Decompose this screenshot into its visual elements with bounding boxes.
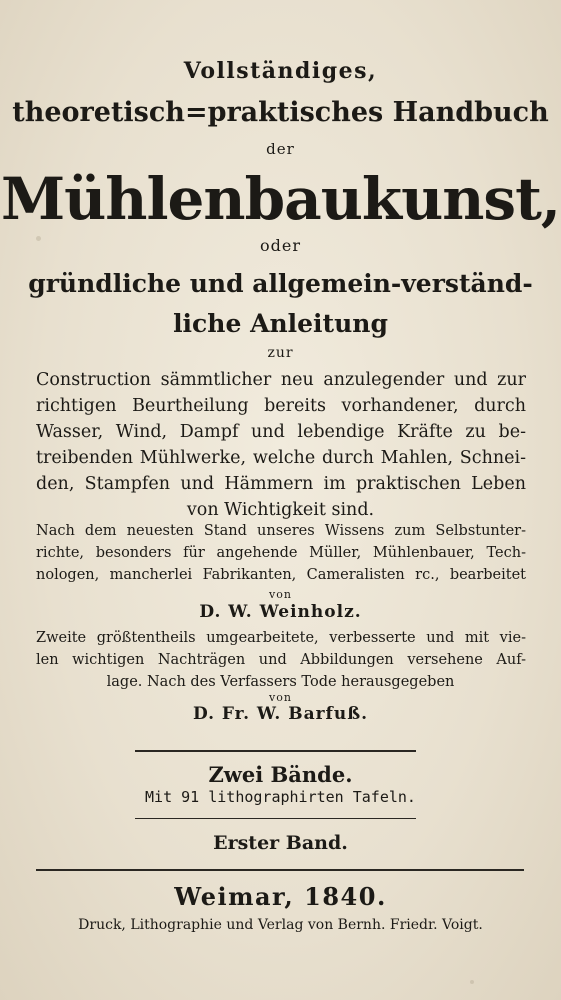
plates-line: Mit 91 lithographirten Tafeln. — [145, 788, 416, 806]
divider-rule — [135, 750, 416, 752]
title-line-3: der — [266, 140, 295, 158]
description-line: den, Stampfen und Hämmern im praktischen Leben — [36, 474, 526, 494]
main-title: Mühlenbaukunst, — [0, 165, 561, 233]
divider-rule — [135, 818, 416, 819]
publisher-line: Druck, Lithographie und Verlag von Bernh. Friedr. Voigt. — [78, 917, 483, 933]
edition-line: lage. Nach des Verfassers Tode herausgegeben — [106, 674, 455, 690]
editor-name: D. Fr. W. Barfuß. — [192, 704, 369, 724]
oder-line: oder — [260, 236, 301, 255]
description-line: treibenden Mühlwerke, welche durch Mahlen, Schnei- — [36, 448, 526, 468]
basis-line: Nach dem neuesten Stand unseres Wissens zum Selbstunter- — [36, 523, 526, 539]
description-line: Wasser, Wind, Dampf und lebendige Kräfte zu be- — [36, 422, 526, 442]
subtitle-line-1: gründliche und allgemein-verständ- — [28, 269, 533, 298]
volume-number: Erster Band. — [213, 832, 348, 854]
von-line: von — [269, 691, 292, 704]
title-line-1: Vollständiges, — [183, 58, 378, 84]
paper-spot — [470, 980, 474, 984]
description-line: von Wichtigkeit sind. — [186, 500, 375, 520]
place-year: Weimar, 1840. — [174, 882, 387, 911]
basis-line: richte, besonders für angehende Müller, Mühlenbauer, Tech- — [36, 545, 526, 561]
author-name: D. W. Weinholz. — [199, 602, 362, 622]
edition-line: len wichtigen Nachträgen und Abbildungen versehene Auf- — [36, 652, 526, 668]
description-line: Construction sämmtlicher neu anzulegender und zur — [36, 370, 526, 390]
description-line: richtigen Beurtheilung bereits vorhandener, durch — [36, 396, 526, 416]
volumes-line: Zwei Bände. — [208, 762, 353, 787]
subtitle-line-2: liche Anleitung — [173, 309, 388, 338]
edition-line: Zweite größtentheils umgearbeitete, verbesserte und mit vie- — [36, 630, 526, 646]
title-line-2: theoretisch=praktisches Handbuch — [12, 97, 549, 128]
von-line: von — [269, 588, 292, 601]
divider-rule — [36, 869, 524, 871]
zur-line: zur — [267, 345, 294, 361]
basis-line: nologen, mancherlei Fabrikanten, Cameralisten rc., bearbeitet — [36, 567, 526, 583]
